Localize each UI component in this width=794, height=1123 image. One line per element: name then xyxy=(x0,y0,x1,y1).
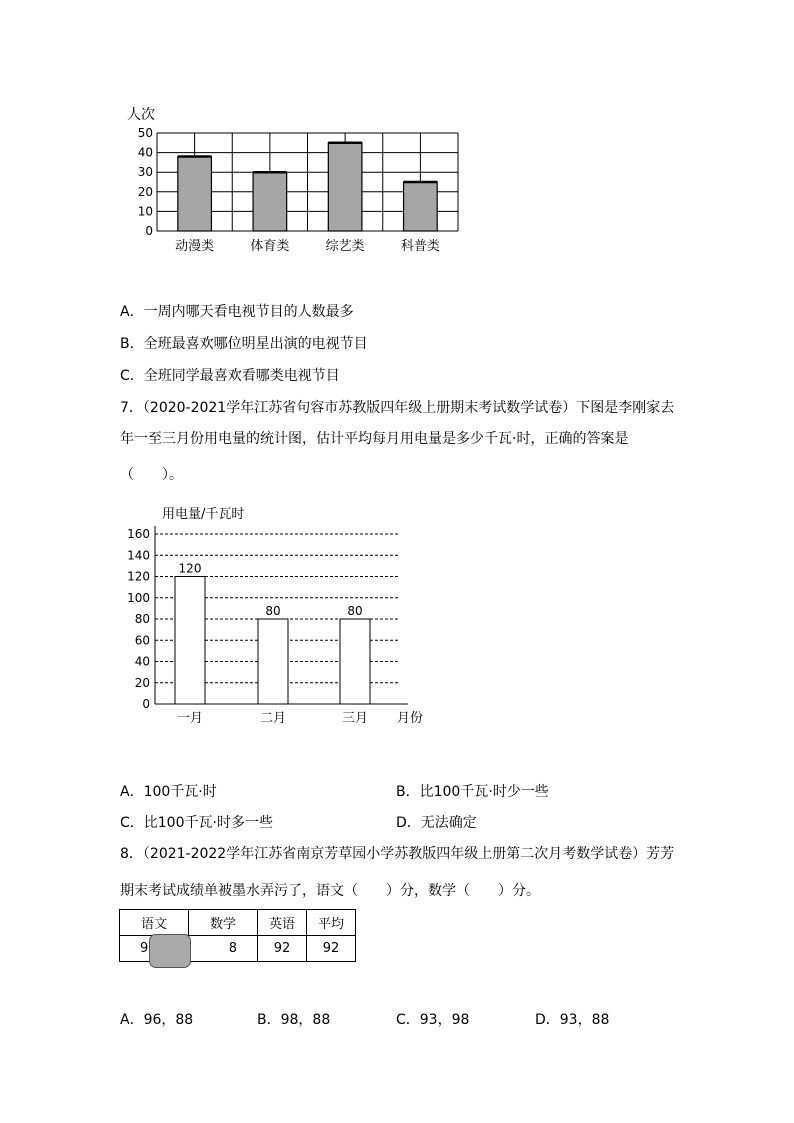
chart2-value-label: 80 xyxy=(347,604,363,618)
chart2-y-axis-label: 用电量/千瓦时 xyxy=(162,507,245,522)
chart2-value-label: 120 xyxy=(178,561,202,576)
chart2-y-tick-label: 160 xyxy=(127,527,150,541)
chart2-bar xyxy=(175,577,205,705)
chart1-y-tick-label: 20 xyxy=(137,184,153,199)
q8-option-d: D．93，88 xyxy=(535,1012,610,1028)
q8-option-a: A．96，88 xyxy=(120,1012,194,1028)
q7-text-line2: 年一至三月份用电量的统计图，估计平均每月用电量是多少千瓦·时，正确的答案是 xyxy=(120,431,629,447)
chart2-y-tick-label: 120 xyxy=(127,569,150,584)
chart2-y-tick-label: 80 xyxy=(134,612,150,626)
table-cell-average: 92 xyxy=(307,936,356,962)
chart2-y-tick-label: 20 xyxy=(134,675,150,690)
chart2-x-tick-label: 二月 xyxy=(259,711,287,726)
chart1-y-tick-label: 50 xyxy=(137,126,153,140)
ink-blot xyxy=(149,934,191,968)
chart1-bar xyxy=(328,143,362,231)
chart1-x-tick-label: 动漫类 xyxy=(175,239,215,254)
chart1-y-axis-label: 人次 xyxy=(127,107,155,123)
q7-option-b: B．比100千瓦·时少一些 xyxy=(396,784,549,800)
chart2-y-tick-label: 60 xyxy=(134,633,150,648)
table-header-math: 数学 xyxy=(189,910,258,936)
q8-option-b: B．98，88 xyxy=(257,1012,331,1028)
chart2-y-tick-label: 140 xyxy=(127,548,150,563)
chart2-bar xyxy=(340,619,370,704)
chart2-x-tick-label: 一月 xyxy=(176,711,204,726)
table-cell-english: 92 xyxy=(258,936,307,962)
math-score-visible-digit: 8 xyxy=(228,941,237,956)
chinese-score-visible-digit: 9 xyxy=(140,941,149,956)
q6-option-a: A．一周内哪天看电视节目的人数最多 xyxy=(120,304,354,320)
q6-option-c: C．全班同学最喜欢看哪类电视节目 xyxy=(120,368,340,384)
q7-option-c: C．比100千瓦·时多一些 xyxy=(120,815,273,831)
q8-text-line1: 8．（2021-2022学年江苏省南京芳草园小学苏教版四年级上册第二次月考数学试卷）芳芳 xyxy=(120,846,675,862)
chart1-bar xyxy=(178,157,212,231)
chart1-y-tick-label: 0 xyxy=(145,224,153,238)
chart1-y-tick-label: 30 xyxy=(137,165,153,180)
chart1-bar xyxy=(404,182,438,231)
chart2-x-tick-label: 三月 xyxy=(341,711,369,726)
q8-option-c: C．93，98 xyxy=(396,1012,470,1028)
q7-text-line3: （ ）。 xyxy=(120,467,183,483)
chart1-y-tick-label: 10 xyxy=(137,204,153,219)
chart1-x-tick-label: 科普类 xyxy=(400,239,440,254)
chart2-y-tick-label: 0 xyxy=(142,697,150,711)
q7-text-line1: 7．（2020-2021学年江苏省句容市苏教版四年级上册期末考试数学试卷）下图是李刚家去 xyxy=(120,400,675,416)
chart2-x-axis-label: 月份 xyxy=(397,711,424,726)
chart1-bar xyxy=(253,172,287,231)
table-header-english: 英语 xyxy=(258,910,307,936)
q7-option-d: D．无法确定 xyxy=(396,815,477,831)
table-header-row xyxy=(120,910,356,936)
chart2-bar xyxy=(258,619,288,704)
chart2-value-label: 80 xyxy=(265,604,281,618)
chart1-x-tick-label: 综艺类 xyxy=(325,239,365,254)
table-cell-math xyxy=(189,936,258,962)
chart1-x-tick-label: 体育类 xyxy=(250,239,290,254)
q6-option-b: B．全班最喜欢哪位明星出演的电视节目 xyxy=(120,336,368,352)
q7-option-a: A．100千瓦·时 xyxy=(120,784,217,800)
table-header-average: 平均 xyxy=(307,910,356,936)
chart1-y-tick-label: 40 xyxy=(137,145,153,160)
electricity-bar-chart xyxy=(110,500,450,735)
table-header-chinese: 语文 xyxy=(120,910,189,936)
tv-program-bar-chart xyxy=(110,100,470,260)
chart2-y-tick-label: 40 xyxy=(134,654,150,669)
q8-text-line2: 期末考试成绩单被墨水弄污了，语文（ ）分，数学（ ）分。 xyxy=(120,883,540,899)
chart2-y-tick-label: 100 xyxy=(127,590,150,605)
